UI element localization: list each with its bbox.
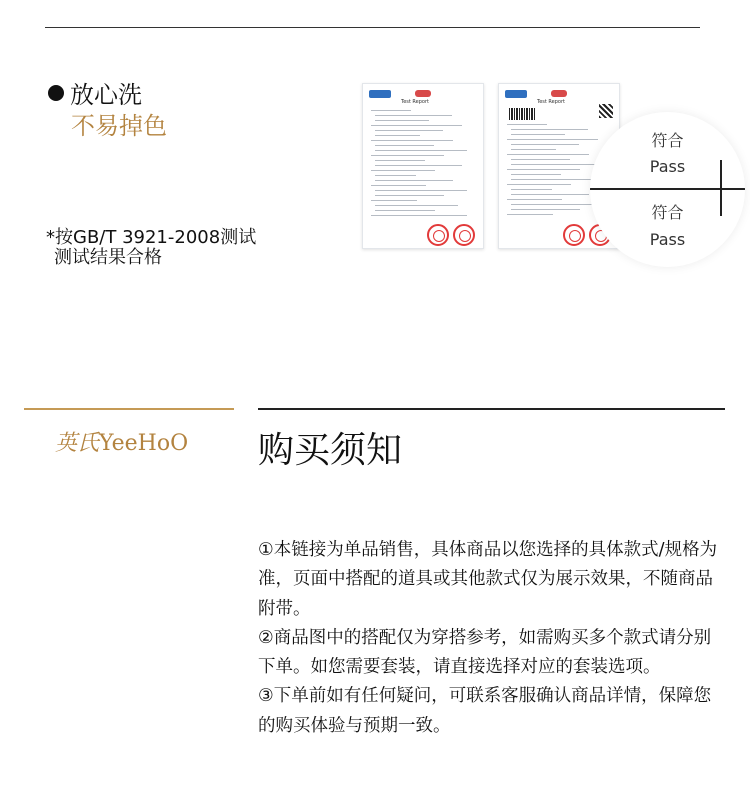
test-report-document-1 xyxy=(362,83,484,249)
result-pass-cn-2: 符合 xyxy=(651,203,684,222)
report-text-line xyxy=(511,129,588,130)
report-text-line xyxy=(375,165,462,166)
report-text-line xyxy=(507,169,580,170)
standard-note xyxy=(46,228,276,268)
feature-subtitle: 不易掉色 xyxy=(71,112,167,140)
result-pass-cn-1: 符合 xyxy=(651,131,684,150)
feature-title-text: 放心洗 xyxy=(70,81,142,109)
report-text-line xyxy=(507,139,598,140)
standard-note-line2: 测试结果合格 xyxy=(54,247,162,268)
report-text-line xyxy=(375,145,434,146)
report-logo-icon xyxy=(505,90,527,98)
red-stamp-icon xyxy=(453,224,475,246)
report-text-line xyxy=(507,214,553,215)
notice-divider xyxy=(258,408,725,410)
notice-title: 购买须知 xyxy=(258,430,403,471)
report-text-line xyxy=(507,154,589,155)
report-text-line xyxy=(371,155,444,156)
red-stamp-icon xyxy=(427,224,449,246)
certification-mark-icon xyxy=(551,90,567,97)
report-text-line xyxy=(511,174,561,175)
report-title: Test Report xyxy=(401,99,430,105)
notice-item-1: ①本链接为单品销售，具体商品以您选择的具体款式/规格为准，页面中搭配的道具或其他款式仅为展示效果，不随商品附带。 xyxy=(258,540,718,619)
report-text-line xyxy=(511,144,579,145)
report-text-line xyxy=(371,200,417,201)
report-text-line xyxy=(375,175,416,176)
brand-logo-cn: 英氏 xyxy=(55,431,100,456)
report-text-line xyxy=(371,215,467,216)
result-magnifier xyxy=(590,112,745,267)
report-text-line xyxy=(511,194,589,195)
report-text-line xyxy=(507,184,571,185)
standard-note-line1: *按GB/T 3921-2008测试 xyxy=(46,227,257,248)
barcode-icon xyxy=(509,108,535,120)
brand-logo-en: YeeHoO xyxy=(99,431,189,456)
feature-title xyxy=(48,80,142,110)
report-text-line xyxy=(375,190,467,191)
brand-logo xyxy=(55,430,188,458)
report-text-line xyxy=(375,195,444,196)
report-text-line xyxy=(375,150,467,151)
report-text-line xyxy=(511,189,552,190)
report-title: Test Report xyxy=(537,99,566,105)
qr-code-icon xyxy=(599,104,613,118)
result-pass-en-2: Pass xyxy=(649,230,686,249)
brand-divider xyxy=(24,408,234,410)
notice-item-3: ③下单前如有任何疑问，可联系客服确认商品详情，保障您的购买体验与预期一致。 xyxy=(258,686,712,736)
report-text-line xyxy=(511,179,598,180)
report-text-line xyxy=(511,149,556,150)
report-text-line xyxy=(375,205,458,206)
report-text-line xyxy=(375,120,429,121)
report-text-line xyxy=(375,130,443,131)
report-text-line xyxy=(371,125,462,126)
report-text-line xyxy=(507,124,547,125)
report-text-line xyxy=(371,110,411,111)
report-text-line xyxy=(375,160,425,161)
report-text-line xyxy=(507,199,562,200)
report-text-line xyxy=(511,134,565,135)
bullet-icon xyxy=(48,85,64,101)
notice-body xyxy=(258,536,728,741)
notice-item-2: ②商品图中的搭配仅为穿搭参考，如需购买多个款式请分别下单。如您需要套装，请直接选择对应的套装选项。 xyxy=(258,627,712,678)
report-text-line xyxy=(511,209,580,210)
certification-mark-icon xyxy=(415,90,431,97)
report-logo-icon xyxy=(369,90,391,98)
report-text-line xyxy=(371,140,453,141)
report-text-line xyxy=(371,185,426,186)
report-text-line xyxy=(371,170,435,171)
red-stamp-icon xyxy=(563,224,585,246)
report-text-line xyxy=(375,210,435,211)
report-text-line xyxy=(375,135,420,136)
top-divider xyxy=(45,27,700,28)
report-text-line xyxy=(375,115,452,116)
report-text-line xyxy=(375,180,453,181)
report-text-line xyxy=(511,159,570,160)
result-pass-en-1: Pass xyxy=(649,157,686,176)
